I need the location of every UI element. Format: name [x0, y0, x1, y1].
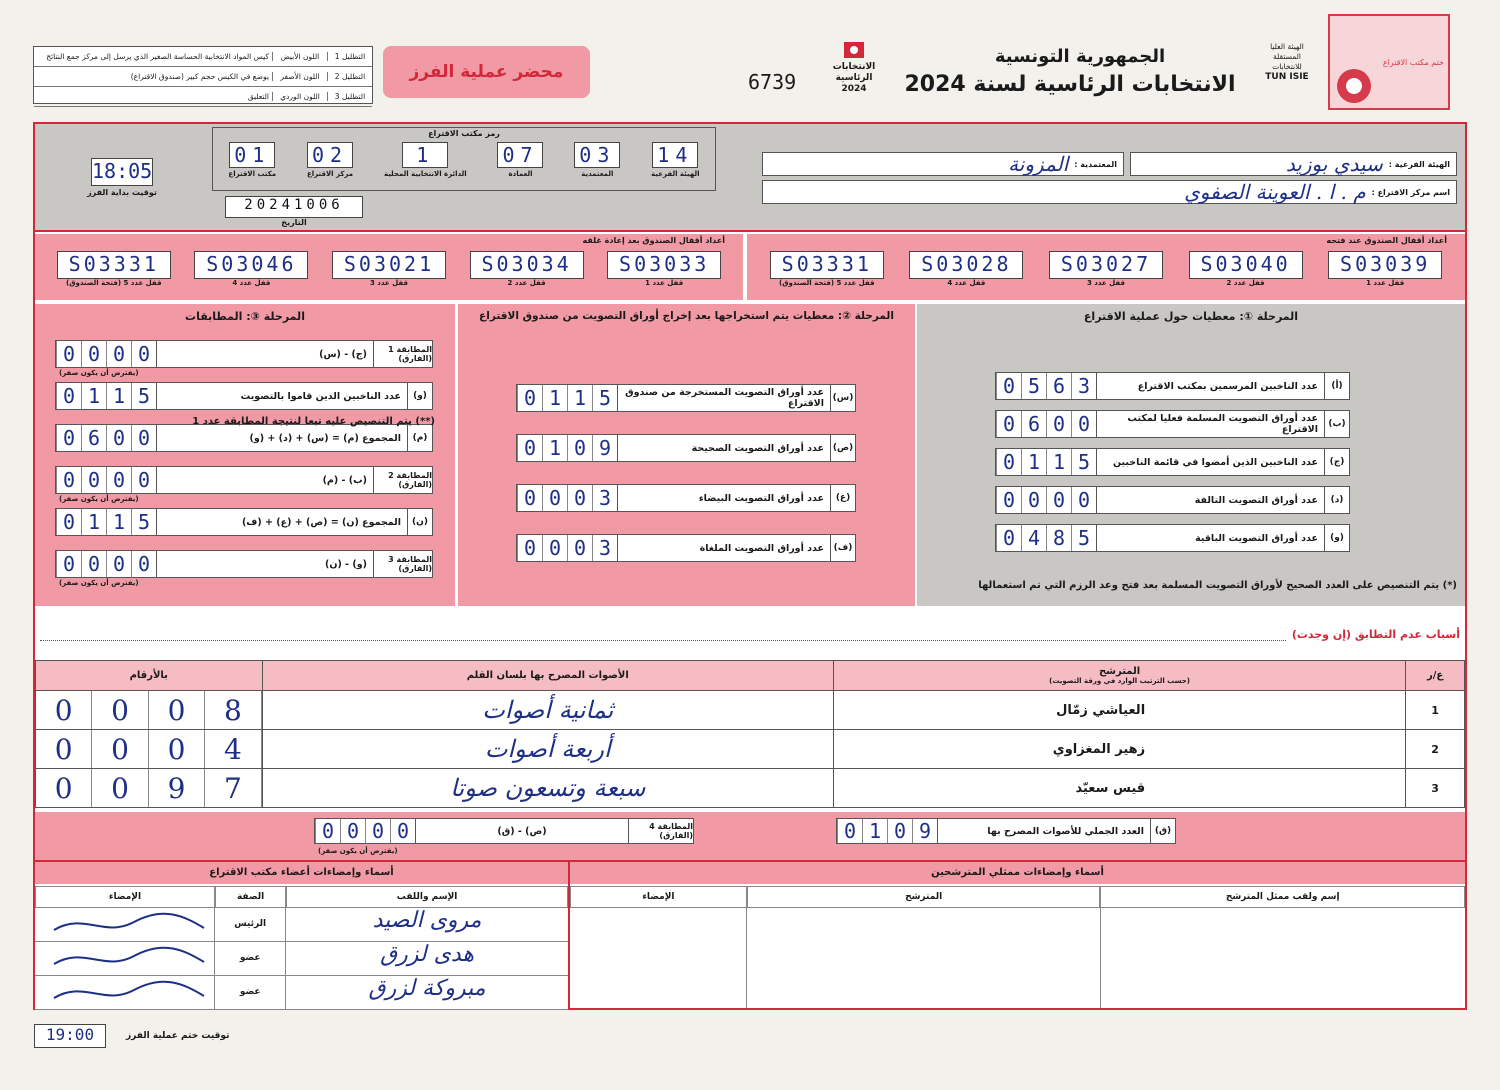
member-signature[interactable] [35, 976, 214, 1009]
stamp-seal-icon [1332, 66, 1380, 106]
digit-box: 0 [56, 551, 81, 577]
code-part [574, 142, 620, 178]
digit-box: 9 [912, 819, 937, 843]
code-part-value: 1 [402, 142, 448, 168]
packing-text: كيس المواد الانتخابية الحساسة الصغير الذي يرسل إلى مركز جمع النتائج [46, 52, 269, 61]
stage3-row [55, 382, 433, 410]
code-part [384, 142, 467, 178]
digit-box: 5 [131, 509, 156, 535]
digit-box: 0 [92, 691, 148, 729]
lock-item [332, 251, 446, 287]
row-tag: (و) [407, 383, 432, 409]
reps-title: أسماء وإمضاءات ممثلي المترشحين [570, 862, 1465, 884]
match4-note: (يفترض أن يكون صفر) [318, 847, 398, 855]
row-tag: (أ) [1324, 373, 1349, 399]
signature-scribble-icon [44, 908, 214, 940]
digit-box: 0 [56, 425, 81, 451]
row-label: (و) - (ن) [325, 558, 367, 570]
delegation-field: المعتمدية : المزونة [762, 152, 1124, 176]
digit-box: 6 [1021, 411, 1046, 437]
digit-box: 0 [517, 385, 542, 411]
member-role: عضو [214, 942, 285, 975]
isie-name: الهيئة العليا المستقلة للانتخابات [1270, 42, 1304, 71]
stage3-block [35, 304, 455, 606]
row-label: المجموع (م) = (س) + (د) + (و) [249, 432, 401, 444]
lock-label: قفل عدد 2 [1226, 279, 1265, 287]
lock-value: S03033 [607, 251, 721, 279]
candidates-table [35, 660, 1465, 808]
digit-box: 1 [567, 385, 592, 411]
col-words: الأصوات المصرح بها بلسان القلم [262, 661, 833, 691]
code-part-value: 07 [497, 142, 543, 168]
candidate-digits-wrap [36, 691, 262, 729]
lock-label: قفل عدد 4 [232, 279, 271, 287]
stage1-row [995, 486, 1350, 514]
mismatch-label: أسباب عدم التطابق (إن وجدت) [1291, 627, 1460, 641]
col-name: المترشح (حسب الترتيب الوارد في ورقة التصويت) [833, 661, 1405, 691]
digit-box: 0 [517, 535, 542, 561]
row-tag: (س) [830, 385, 855, 411]
digit-box: 0 [131, 341, 156, 367]
date-value: 20241006 [225, 196, 363, 218]
row-digits [56, 425, 157, 451]
candidate-words: ثمانية أصوات [262, 691, 833, 730]
row-digits [56, 509, 157, 535]
lock-item [607, 251, 721, 287]
stage3-row [55, 508, 433, 536]
candidate-num: 1 [1406, 691, 1465, 730]
code-part [497, 142, 543, 178]
packing-row [34, 47, 372, 67]
code-part-label: الهيئة الفرعية [651, 170, 700, 178]
digit-box: 1 [106, 509, 131, 535]
code-part [651, 142, 699, 178]
form-title-box [383, 46, 590, 98]
lock-label: قفل عدد 1 [1366, 279, 1405, 287]
digit-box: 0 [996, 373, 1021, 399]
lock-value: S03027 [1049, 251, 1163, 279]
lock-item [1328, 251, 1442, 287]
stage1-row [995, 448, 1350, 476]
reps-col-line-2 [746, 886, 747, 1008]
candidate-digits [36, 769, 263, 808]
row-note: (يفترض أن يكون صفر) [59, 495, 139, 503]
row-tag: (ب) [1324, 411, 1349, 437]
digit-box: 0 [56, 341, 81, 367]
stage2-row [516, 434, 856, 462]
col-digits: بالأرقام [36, 661, 263, 691]
digit-box: 0 [106, 341, 131, 367]
lock-label: قفل عدد 3 [1086, 279, 1125, 287]
packing-row [34, 87, 372, 107]
code-part-label: المعتمدية [581, 170, 614, 178]
digit-box: 0 [36, 769, 92, 807]
end-time-label: توقيت ختم عملية الفرز [126, 1031, 230, 1041]
digit-box: 0 [517, 435, 542, 461]
lock-label: قفل عدد 3 [369, 279, 408, 287]
stage3-row [55, 550, 433, 578]
stage2-row [516, 484, 856, 512]
candidate-num: 2 [1406, 730, 1465, 769]
digit-box: 8 [1046, 525, 1071, 551]
packing-num: التظليل 2 [327, 72, 372, 81]
member-signature[interactable] [35, 908, 214, 941]
code-part-label: العمادة [508, 170, 533, 178]
digit-box: 8 [205, 691, 261, 729]
digit-box: 1 [1021, 449, 1046, 475]
stage2-block [458, 304, 915, 606]
row-label: عدد أوراق التصويت المستخرجة من صندوق الاقتراع [625, 387, 824, 409]
digit-box: 7 [205, 769, 261, 807]
row-label: عدد أوراق التصويت البيضاء [698, 492, 824, 504]
digit-box: 0 [149, 691, 205, 729]
locks-open-block: أعداد أقفال الصندوق عند فتحه S03039 قفل عدد 1 S03040 قفل عدد 2 S03027 قفل عدد 3 S03028 قفل عدد 4 S03331 قفل عدد 5 (فتحة الصندوق) [747, 234, 1465, 300]
digit-box: 0 [542, 535, 567, 561]
member-name: هدى لزرق [285, 942, 568, 975]
start-time: 18:05 توقيت بداية الفرز [82, 158, 162, 197]
row-digits [517, 535, 618, 561]
stage3-row [55, 466, 433, 494]
row-digits [996, 487, 1097, 513]
code-part-value: 02 [307, 142, 353, 168]
digit-box: 4 [205, 730, 261, 768]
lock-label: قفل عدد 4 [947, 279, 986, 287]
row-tag: (ج) [1324, 449, 1349, 475]
end-time-value: 19:00 [34, 1024, 106, 1048]
digit-box: 9 [149, 769, 205, 807]
isie-logo [1258, 42, 1316, 102]
digit-box: 0 [365, 819, 390, 843]
packing-text: يوضع في الكيس حجم كبير (صندوق الاقتراع) [130, 72, 269, 81]
sig-col-header: الإمضاء [35, 886, 215, 908]
digit-box: 5 [131, 383, 156, 409]
code-part-value: 01 [229, 142, 275, 168]
office-stamp [1328, 14, 1450, 110]
mismatch-row [40, 620, 1460, 648]
candidate-words: أربعة أصوات [262, 730, 833, 769]
digit-box: 0 [996, 487, 1021, 513]
digit-box: 0 [81, 551, 106, 577]
digit-box: 3 [592, 535, 617, 561]
row-tag: (ع) [830, 485, 855, 511]
digit-box: 0 [131, 467, 156, 493]
subregion-field: الهيئة الفرعية : سيدي بوزيد [1130, 152, 1457, 176]
sig-col-header: المترشح [747, 886, 1101, 908]
row-tag: المطابقة 2 (الفارق) [373, 467, 432, 493]
match4-row: المطابقة 4 (الفارق) (ص) - (ق) 0 0 0 0 [314, 818, 694, 844]
end-time [34, 1024, 229, 1048]
lock-label: قفل عدد 5 (فتحة الصندوق) [66, 279, 162, 287]
digit-box: 9 [592, 435, 617, 461]
row-digits [996, 525, 1097, 551]
digit-box: 1 [862, 819, 887, 843]
row-label: عدد أوراق التصويت التالفة [1194, 494, 1318, 506]
lock-value: S03028 [909, 251, 1023, 279]
lock-value: S03034 [470, 251, 584, 279]
lock-item [909, 251, 1023, 287]
stamp-label: ختم مكتب الاقتراع [1382, 58, 1444, 67]
sig-col-header: الإمضاء [570, 886, 747, 908]
candidate-num: 3 [1406, 769, 1465, 808]
logo-text: الانتخابات الرئاسية 2024 [832, 62, 876, 94]
total-votes-row: (ق) العدد الجملي للأصوات المصرح بها 0 1 0 9 [836, 818, 1176, 844]
digit-box: 3 [1071, 373, 1096, 399]
digit-box: 0 [996, 525, 1021, 551]
digit-box: 0 [567, 535, 592, 561]
stage1-row [995, 372, 1350, 400]
stage1-note: (*) يتم التنصيص على العدد الصحيح لأوراق التصويت المسلمة بعد فتح وعد الرزم التي تم استعمالها [978, 580, 1457, 591]
stage1-block [917, 304, 1465, 606]
digit-box: 5 [592, 385, 617, 411]
lock-value: S03046 [194, 251, 308, 279]
digit-box: 1 [1046, 449, 1071, 475]
row-digits [56, 467, 157, 493]
row-digits [996, 411, 1097, 437]
members-title: أسماء وإمضاءات أعضاء مكتب الاقتراع [35, 862, 568, 884]
row-tag: (ف) [830, 535, 855, 561]
row-digits [56, 383, 157, 409]
digit-box: 0 [837, 819, 862, 843]
digit-box: 0 [567, 435, 592, 461]
office-code-box: رمز مكتب الاقتراع 14 الهيئة الفرعية 03 المعتمدية 07 العمادة 1 الدائرة الانتخابية المحلية 02 مركز الاقتراع 01 مكتب الاقتراع [212, 127, 716, 191]
packing-legend [33, 46, 373, 104]
lock-item [1189, 251, 1303, 287]
candidate-digits [36, 691, 263, 730]
stage2-row [516, 534, 856, 562]
digit-box: 0 [567, 485, 592, 511]
lock-value: S03039 [1328, 251, 1442, 279]
digit-box: 1 [542, 385, 567, 411]
row-label: عدد الناخبين الذين قاموا بالتصويت [240, 390, 401, 402]
member-signature[interactable] [35, 942, 214, 975]
digit-box: 1 [81, 509, 106, 535]
row-note: (يفترض أن يكون صفر) [59, 369, 139, 377]
digit-box: 0 [106, 467, 131, 493]
code-part [307, 142, 353, 178]
digit-box: 0 [56, 509, 81, 535]
digit-box: 0 [390, 819, 415, 843]
digit-box: 3 [592, 485, 617, 511]
candidate-digits [36, 730, 263, 769]
candidate-name: العياشي زمّال [833, 691, 1405, 730]
candidate-digits-wrap [36, 769, 262, 807]
digit-box: 5 [1071, 525, 1096, 551]
candidate-name: زهير المغزاوي [833, 730, 1405, 769]
row-tag: المطابقة 1 (الفارق) [373, 341, 432, 367]
row-label: المجموع (ن) = (ص) + (ع) + (ف) [241, 516, 401, 528]
totals-block [35, 812, 1465, 860]
row-label: عدد أوراق التصويت الملغاة [699, 542, 824, 554]
lock-label: قفل عدد 1 [645, 279, 684, 287]
candidate-row [36, 769, 1465, 808]
digit-box: 0 [1046, 487, 1071, 513]
stage1-title: المرحلة ①: معطيات حول عملية الاقتراع [1083, 310, 1299, 323]
row-tag: المطابقة 3 (الفارق) [373, 551, 432, 577]
row-tag: (و) [1324, 525, 1349, 551]
candidate-words: سبعة وتسعون صوتا [262, 769, 833, 808]
lock-item [470, 251, 584, 287]
code-part-label: مركز الاقتراع [306, 170, 354, 178]
packing-color: اللون الوردي [272, 92, 327, 101]
digit-box: 0 [1071, 411, 1096, 437]
stage3-title: المرحلة ③: المطابقات [185, 310, 305, 323]
election-title: الانتخابات الرئاسية لسنة 2024 [904, 72, 1236, 97]
digit-box: 1 [106, 383, 131, 409]
stage2-row [516, 384, 856, 412]
digit-box: 0 [56, 467, 81, 493]
start-time-value: 18:05 [82, 158, 162, 186]
digit-box: 0 [131, 551, 156, 577]
digit-box: 0 [996, 411, 1021, 437]
member-row [35, 908, 568, 942]
lock-value: S03331 [57, 251, 171, 279]
row-note: (يفترض أن يكون صفر) [59, 579, 139, 587]
stage3-row [55, 424, 433, 452]
member-role: الرئيس [214, 908, 285, 941]
candidate-row [36, 691, 1465, 730]
row-label: عدد أوراق التصويت الصحيحة [691, 442, 824, 454]
code-part [228, 142, 276, 178]
digit-box: 6 [1046, 373, 1071, 399]
row-label: عدد الناخبين المرسمين بمكتب الاقتراع [1137, 380, 1318, 392]
flag-icon [844, 42, 864, 58]
digit-box: 1 [542, 435, 567, 461]
lock-label: قفل عدد 2 [507, 279, 546, 287]
center-field: اسم مركز الاقتراع : م . ا . العوينة الصفوي [762, 180, 1457, 204]
code-part-value: 03 [574, 142, 620, 168]
digit-box: 0 [1046, 411, 1071, 437]
digit-box: 0 [1071, 487, 1096, 513]
code-part-label: الدائرة الانتخابية المحلية [383, 170, 467, 178]
digit-box: 0 [36, 730, 92, 768]
stage1-row [995, 524, 1350, 552]
member-row [35, 976, 568, 1010]
lock-item [57, 251, 171, 287]
digit-box: 0 [106, 425, 131, 451]
republic-title: الجمهورية التونسية [994, 46, 1166, 67]
row-label: (ج) - (س) [319, 348, 367, 360]
digit-box: 0 [1021, 487, 1046, 513]
lock-item [1049, 251, 1163, 287]
row-digits [56, 551, 157, 577]
lock-value: S03331 [770, 251, 884, 279]
row-digits [517, 485, 618, 511]
code-part-value: 14 [652, 142, 698, 168]
packing-color: اللون الأبيض [272, 52, 327, 61]
member-row [35, 942, 568, 976]
date-box: 20241006 التاريخ [224, 196, 364, 227]
stage2-title: المرحلة ②: معطيات يتم استخراجها بعد إخراج أوراق التصويت من صندوق الاقتراع [479, 310, 894, 322]
digit-box: 0 [56, 383, 81, 409]
digit-box: 5 [1071, 449, 1096, 475]
row-tag: (ن) [407, 509, 432, 535]
row-label: عدد أوراق التصويت الباقية [1195, 532, 1318, 544]
code-part-label: مكتب الاقتراع [228, 170, 277, 178]
lock-label: قفل عدد 5 (فتحة الصندوق) [779, 279, 875, 287]
row-digits [56, 341, 157, 367]
candidate-name: قيس سعيّد [833, 769, 1405, 808]
row-label: عدد أوراق التصويت المسلمة فعليا لمكتب الاقتراع [1127, 413, 1318, 435]
packing-color: اللون الأصفر [272, 72, 327, 81]
lock-item [194, 251, 308, 287]
sig-col-header: الصفة [215, 886, 286, 908]
digit-box: 0 [81, 341, 106, 367]
candidate-digits-wrap [36, 730, 262, 768]
digit-box: 0 [106, 551, 131, 577]
row-tag: (د) [1324, 487, 1349, 513]
member-name: مروى الصيد [285, 908, 568, 941]
digit-box: 1 [81, 383, 106, 409]
digit-box: 6 [81, 425, 106, 451]
packing-num: التظليل 1 [327, 52, 372, 61]
packing-text: التعليق [247, 92, 269, 101]
digit-box: 5 [1021, 373, 1046, 399]
form-title: محضر عملية الفرز [409, 62, 564, 82]
sig-col-header: إسم ولقب ممثل المترشح [1100, 886, 1465, 908]
serial-number: 6739 [748, 70, 797, 94]
row-label: (ب) - (م) [322, 474, 367, 486]
member-role: عضو [214, 976, 285, 1009]
packing-row [34, 67, 372, 87]
row-label: عدد الناخبين الذين أمضوا في قائمة الناخبين [1113, 456, 1318, 468]
stage3-stars-note: (**) يتم التنصيص عليه تبعا لنتيجة المطابقة عدد 1 [192, 416, 435, 427]
member-name: مبروكة لزرق [285, 976, 568, 1009]
digit-box: 0 [517, 485, 542, 511]
signature-scribble-icon [44, 942, 214, 974]
row-digits [517, 385, 618, 411]
digit-box: 0 [340, 819, 365, 843]
col-num: ع/ر [1406, 661, 1465, 691]
reps-col-line-1 [1100, 886, 1101, 1008]
digit-box: 0 [149, 730, 205, 768]
digit-box: 0 [131, 425, 156, 451]
digit-box: 0 [315, 819, 340, 843]
reps-area[interactable] [570, 908, 1465, 1008]
lock-value: S03021 [332, 251, 446, 279]
row-digits [996, 373, 1097, 399]
mismatch-dotted-line[interactable] [40, 628, 1286, 641]
packing-num: التظليل 3 [327, 92, 372, 101]
row-tag: (ص) [830, 435, 855, 461]
digit-box: 0 [81, 467, 106, 493]
row-digits [996, 449, 1097, 475]
lock-item [770, 251, 884, 287]
stage3-row [55, 340, 433, 368]
stage1-row [995, 410, 1350, 438]
election-logo [826, 42, 882, 108]
lock-value: S03040 [1189, 251, 1303, 279]
digit-box: 0 [887, 819, 912, 843]
digit-box: 0 [36, 691, 92, 729]
isie-abbr: TUN ISIE [1265, 72, 1309, 82]
row-digits [517, 435, 618, 461]
sig-col-header: الإسم واللقب [286, 886, 568, 908]
digit-box: 0 [92, 769, 148, 807]
digit-box: 0 [92, 730, 148, 768]
signature-scribble-icon [44, 976, 214, 1008]
row-tag: (م) [407, 425, 432, 451]
digit-box: 4 [1021, 525, 1046, 551]
locks-close-block: أعداد أقفال الصندوق بعد إعادة غلقه S03033 قفل عدد 1 S03034 قفل عدد 2 S03021 قفل عدد 3 S03046 قفل عدد 4 S03331 قفل عدد 5 (فتحة الصندوق) [35, 234, 743, 300]
digit-box: 0 [996, 449, 1021, 475]
digit-box: 0 [542, 485, 567, 511]
candidate-row [36, 730, 1465, 769]
